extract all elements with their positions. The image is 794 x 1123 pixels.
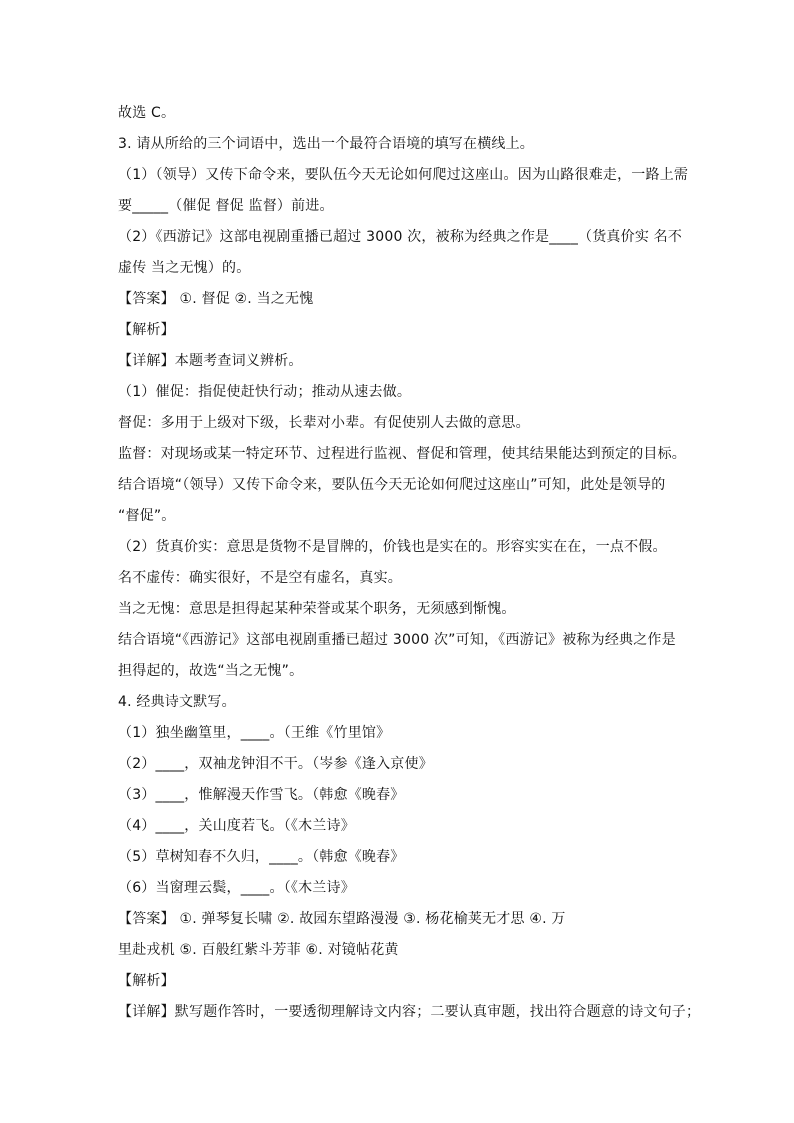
text-line: （1）（领导）又传下命令来，要队伍今天无论如何爬过这座山。因为山路很难走，一路上需 bbox=[118, 167, 689, 183]
answer-line: 【答案】 ①. 督促 ②. 当之无愧 bbox=[118, 291, 314, 307]
text-line: 虚传 当之无愧）的。 bbox=[118, 260, 251, 276]
text-line: 故选 C。 bbox=[118, 105, 176, 121]
text-line: 里赴戎机 ⑤. 百般红紫斗芳菲 ⑥. 对镜帖花黄 bbox=[118, 942, 399, 958]
text-line: 结合语境“《西游记》这部电视剧重播已超过 3000 次”可知，《西游记》被称为经典之作是 bbox=[118, 632, 676, 648]
analysis-heading: 【解析】 bbox=[118, 973, 175, 989]
text-line: （6）当窗理云鬓，____。（《木兰诗》 bbox=[118, 880, 355, 896]
text-line: （2）《西游记》这部电视剧重播已超过 3000 次，被称为经典之作是____（货真价实 名不 bbox=[118, 229, 683, 245]
text-line: 结合语境“（领导）又传下命令来，要队伍今天无论如何爬过这座山”可知，此处是领导的 bbox=[118, 477, 666, 493]
text-line: 【详解】默写题作答时，一要透彻理解诗文内容；二要认真审题，找出符合题意的诗文句子； bbox=[118, 1004, 701, 1020]
text-line: （4）____，关山度若飞。（《木兰诗》 bbox=[118, 818, 355, 834]
answer-line: 【答案】 ①. 弹琴复长啸 ②. 故园东望路漫漫 ③. 杨花榆荚无才思 ④. 万 bbox=[118, 911, 566, 927]
text-line: （1）独坐幽篁里，____。（王维《竹里馆》 bbox=[118, 725, 391, 741]
text-line: （5）草树知春不久归，____。（韩愈《晚春》 bbox=[118, 849, 405, 865]
text-line: 监督：对现场或某一特定环节、过程进行监视、督促和管理，使其结果能达到预定的目标。 bbox=[118, 446, 686, 462]
text-line: 要_____（催促 督促 监督）前进。 bbox=[118, 198, 334, 214]
text-line: （1）催促：指促使赶快行动；推动从速去做。 bbox=[118, 384, 412, 400]
text-line: “督促”。 bbox=[118, 508, 176, 524]
text-line: 当之无愧：意思是担得起某种荣誉或某个职务，无须感到惭愧。 bbox=[118, 601, 516, 617]
text-line: 担得起的，故选“当之无愧”。 bbox=[118, 663, 304, 679]
text-line: 名不虚传：确实很好，不是空有虚名，真实。 bbox=[118, 570, 402, 586]
text-line: （2）货真价实：意思是货物不是冒牌的，价钱也是实在的。形容实实在在，一点不假。 bbox=[118, 539, 667, 555]
text-line: （2）____，双袖龙钟泪不干。（岑参《逢入京使》 bbox=[118, 756, 433, 772]
analysis-heading: 【解析】 bbox=[118, 322, 175, 338]
text-line: 【详解】本题考查词义辨析。 bbox=[118, 353, 303, 369]
question-3-heading: 3. 请从所给的三个词语中，选出一个最符合语境的填写在横线上。 bbox=[118, 136, 535, 152]
text-line: （3）____，惟解漫天作雪飞。（韩愈《晚春》 bbox=[118, 787, 405, 803]
question-4-heading: 4. 经典诗文默写。 bbox=[118, 694, 236, 710]
text-line: 督促：多用于上级对下级，长辈对小辈。有促使别人去做的意思。 bbox=[118, 415, 530, 431]
